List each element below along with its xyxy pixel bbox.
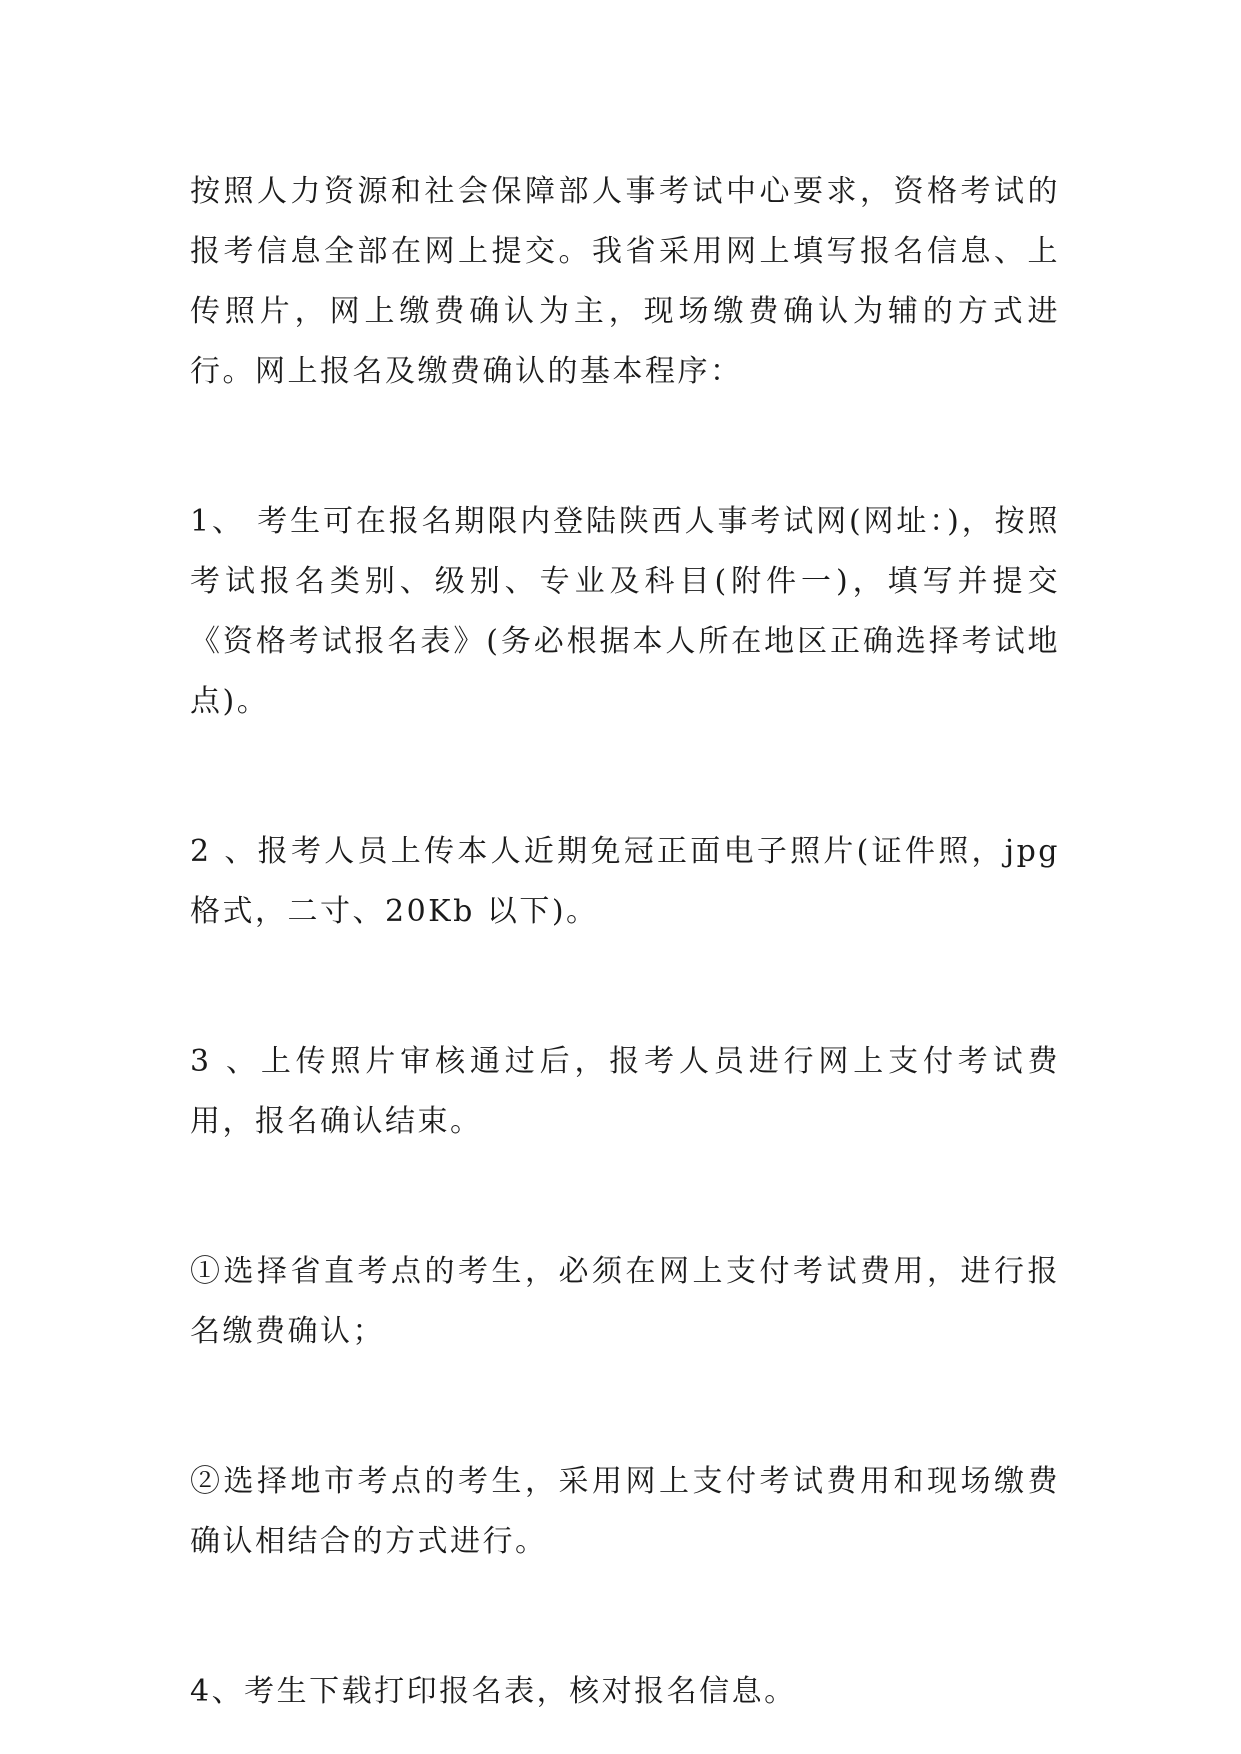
step-3-paragraph: 3 、上传照片审核通过后，报考人员进行网上支付考试费用，报名确认结束。	[190, 1044, 1060, 1139]
step-3-sub-1-paragraph: ①选择省直考点的考生，必须在网上支付考试费用，进行报名缴费确认；	[190, 1254, 1060, 1349]
document-page	[190, 162, 1073, 1722]
step-2-paragraph: 2 、报考人员上传本人近期免冠正面电子照片(证件照，jpg 格式，二寸、20Kb 以下)。	[190, 834, 1073, 929]
step-1-paragraph: 1、 考生可在报名期限内登陆陕西人事考试网(网址：)，按照考试报名类别、级别、专业及科目(附件一)，填写并提交《资格考试报名表》(务必根据本人所在地区正确选择考试地点)。	[190, 504, 1060, 719]
step-3-sub-2-paragraph: ②选择地市考点的考生，采用网上支付考试费用和现场缴费确认相结合的方式进行。	[190, 1464, 1060, 1559]
step-4-paragraph: 4、考生下载打印报名表，核对报名信息。	[190, 1674, 797, 1709]
intro-paragraph: 按照人力资源和社会保障部人事考试中心要求，资格考试的报考信息全部在网上提交。我省采用网上填写报名信息、上传照片，网上缴费确认为主，现场缴费确认为辅的方式进行。网上报名及缴费确认的基本程序：	[190, 174, 1060, 389]
